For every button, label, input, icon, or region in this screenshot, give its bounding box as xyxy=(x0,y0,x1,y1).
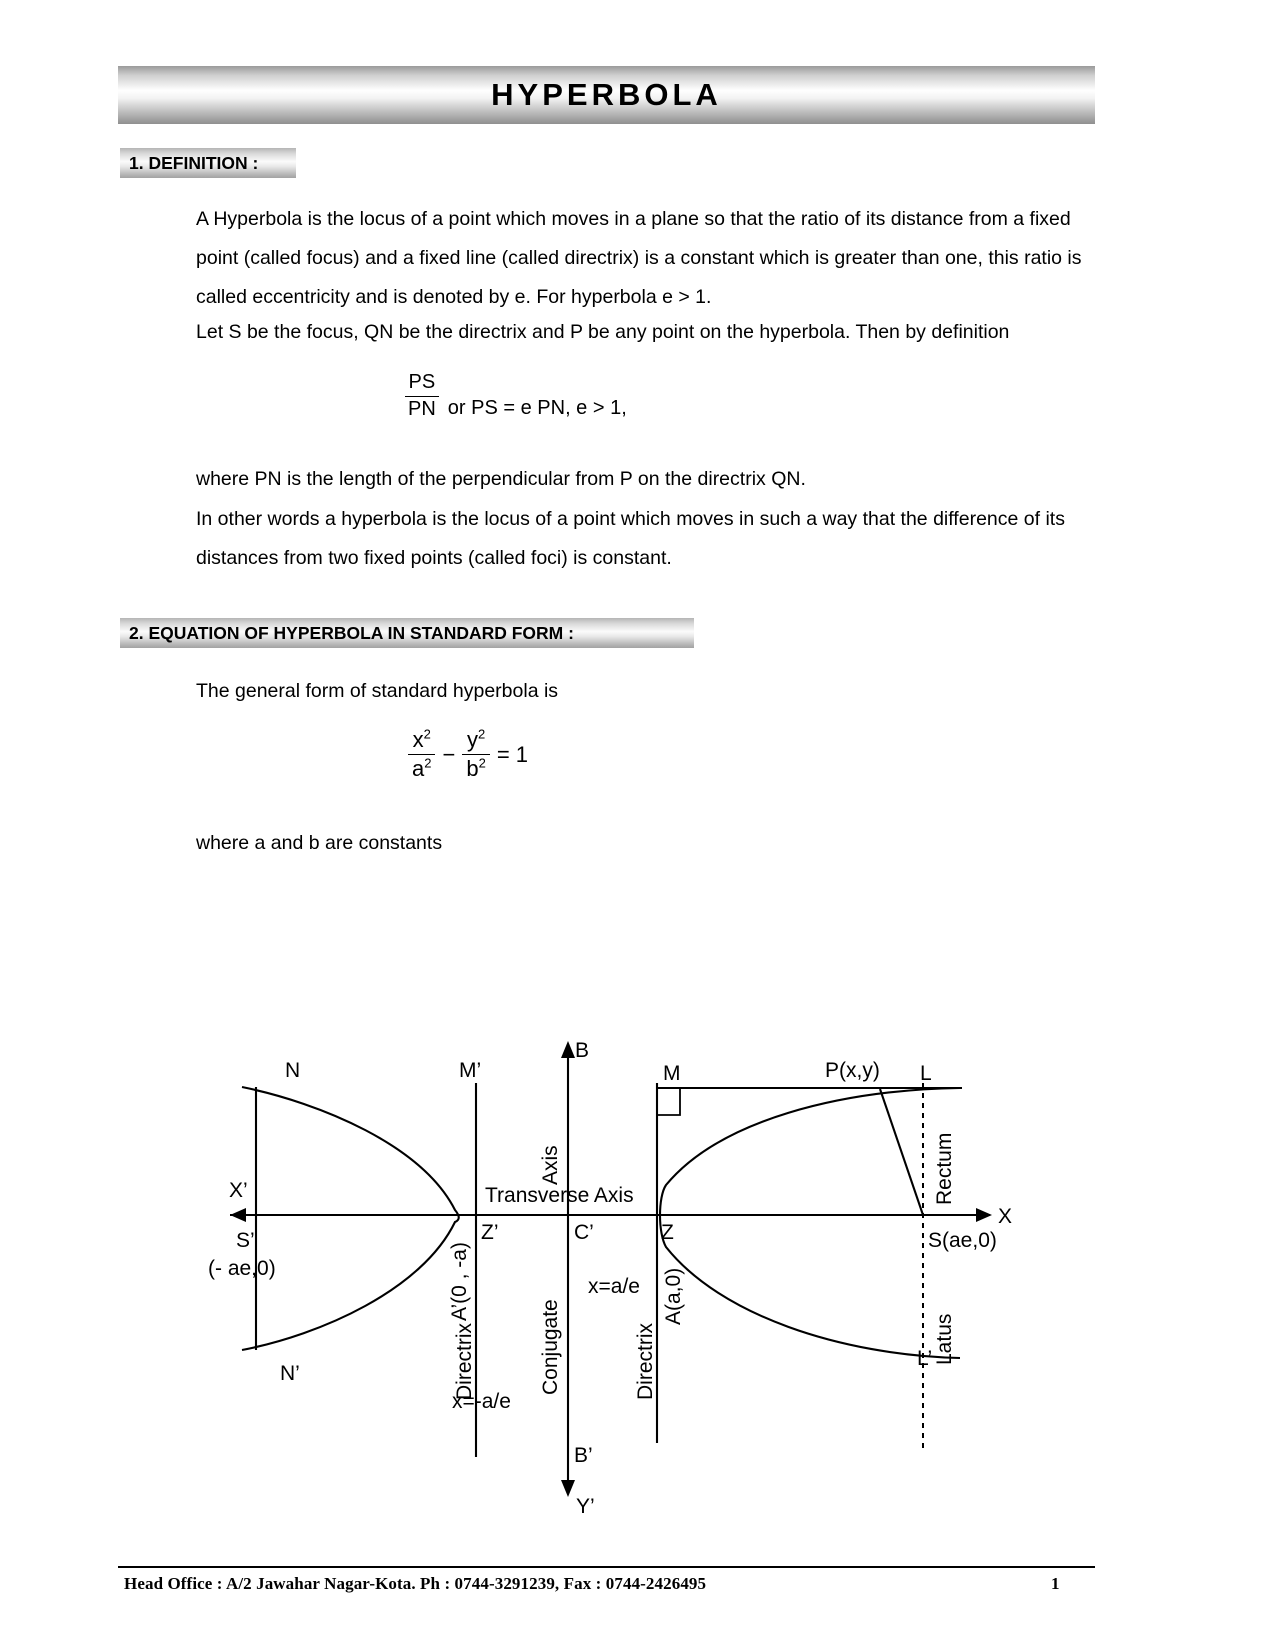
label-conjugate-axis: Conjugate xyxy=(539,1299,562,1395)
label-M-prime: M’ xyxy=(459,1059,482,1082)
focal-radius-ps xyxy=(880,1089,923,1215)
fraction-numerator: $x^2$ xyxy=(412,726,431,752)
x-axis-right-arrow xyxy=(976,1208,992,1222)
y-axis-top-arrow xyxy=(561,1041,575,1058)
standard-form-paragraph-1: The general form of standard hyperbola is xyxy=(196,680,559,702)
section-header-definition-label: 1. DEFINITION : xyxy=(129,152,259,173)
equals-one: = 1 xyxy=(496,741,529,767)
footer-divider xyxy=(118,1566,1095,1568)
label-Z: Z xyxy=(661,1221,674,1244)
label-X: X xyxy=(998,1205,1013,1228)
fraction-numerator: $y^2$ xyxy=(466,726,486,752)
right-branch-curve xyxy=(660,1088,960,1358)
label-M: M xyxy=(663,1062,681,1085)
fraction-ps-pn xyxy=(405,372,439,421)
label-latus: Latus xyxy=(933,1313,956,1365)
fraction-denominator: $b^2$ xyxy=(466,756,486,782)
standard-form-paragraph-2: where a and b are constants xyxy=(196,832,443,854)
label-Y-prime: Y’ xyxy=(576,1495,595,1518)
y-axis-bottom-arrow xyxy=(561,1480,575,1497)
definition-paragraph-2: Let S be the focus, QN be the directrix and P be any point on the hyperbola. Then by definition xyxy=(196,321,1010,343)
fraction-numerator: PS xyxy=(408,371,436,393)
fraction-denominator: PN xyxy=(408,398,436,421)
minus-operator: − xyxy=(442,741,456,767)
label-A-coords: A(a,0) xyxy=(662,1267,685,1325)
label-C-prime: C’ xyxy=(574,1221,594,1244)
label-A-prime-coords: A’(0 , -a) xyxy=(448,1242,471,1321)
label-P: P(x,y) xyxy=(825,1059,880,1082)
footer-office-info: Head Office : A/2 Jawahar Nagar-Kota. Ph : 0744-3291239, Fax : 0744-2426495 xyxy=(124,1574,707,1593)
page-title-banner xyxy=(118,66,1095,124)
formula-ratio-tail: or PS = e PN, e > 1, xyxy=(447,396,627,419)
section-header-definition xyxy=(120,148,296,178)
label-directrix-right-eq: x=a/e xyxy=(588,1275,640,1298)
x-axis-left-arrow xyxy=(230,1208,246,1222)
label-S-prime-coords: (- ae,0) xyxy=(208,1257,276,1280)
label-B-prime: B’ xyxy=(574,1444,593,1467)
label-directrix-right: Directrix xyxy=(634,1323,657,1400)
label-X-prime: X’ xyxy=(229,1179,248,1202)
label-L: L xyxy=(920,1062,932,1085)
hyperbola-diagram xyxy=(180,1025,1110,1525)
left-branch-curve xyxy=(242,1087,459,1350)
label-L-prime: L’ xyxy=(917,1347,933,1370)
label-transverse-axis: Transverse Axis xyxy=(485,1184,634,1207)
formula-standard-hyperbola xyxy=(408,728,535,781)
label-axis-word: Axis xyxy=(539,1145,562,1185)
definition-paragraph-3: where PN is the length of the perpendicular from P on the directrix QN. xyxy=(196,468,806,490)
footer-page-number: 1 xyxy=(1051,1574,1060,1593)
label-rectum: Rectum xyxy=(933,1132,956,1205)
right-angle-marker xyxy=(657,1088,680,1115)
fraction-bar xyxy=(405,396,439,398)
label-B: B xyxy=(575,1039,590,1062)
section-header-standard-form xyxy=(120,618,694,648)
section-header-standard-form-label: 2. EQUATION OF HYPERBOLA IN STANDARD FORM : xyxy=(129,622,574,643)
definition-paragraph-4: In other words a hyperbola is the locus of a point which moves in such a way that the difference of its distances from two fixed points (called foci) is constant. xyxy=(196,508,1065,569)
fraction-denominator: $a^2$ xyxy=(412,756,432,782)
label-S-prime: S’ xyxy=(236,1229,255,1252)
label-N: N xyxy=(285,1059,301,1082)
formula-ratio xyxy=(405,372,627,421)
label-N-prime: N’ xyxy=(280,1362,300,1385)
page-title: HYPERBOLA xyxy=(491,77,722,112)
label-Z-prime: Z’ xyxy=(481,1221,499,1244)
label-directrix-left-eq: x=-a/e xyxy=(452,1390,511,1413)
label-S-coords: S(ae,0) xyxy=(928,1229,997,1252)
fraction-y2-b2 xyxy=(462,728,489,781)
fraction-x2-a2 xyxy=(408,728,435,781)
label-directrix-left: Directrix xyxy=(453,1323,476,1400)
definition-paragraph-1: A Hyperbola is the locus of a point which moves in a plane so that the ratio of its distance from a fixed point (called focus) and a fixed line (called directrix) is a constant which is greater than one, this ratio is called eccentricity and is denoted by e. For hyperbola e > 1. xyxy=(196,208,1082,308)
